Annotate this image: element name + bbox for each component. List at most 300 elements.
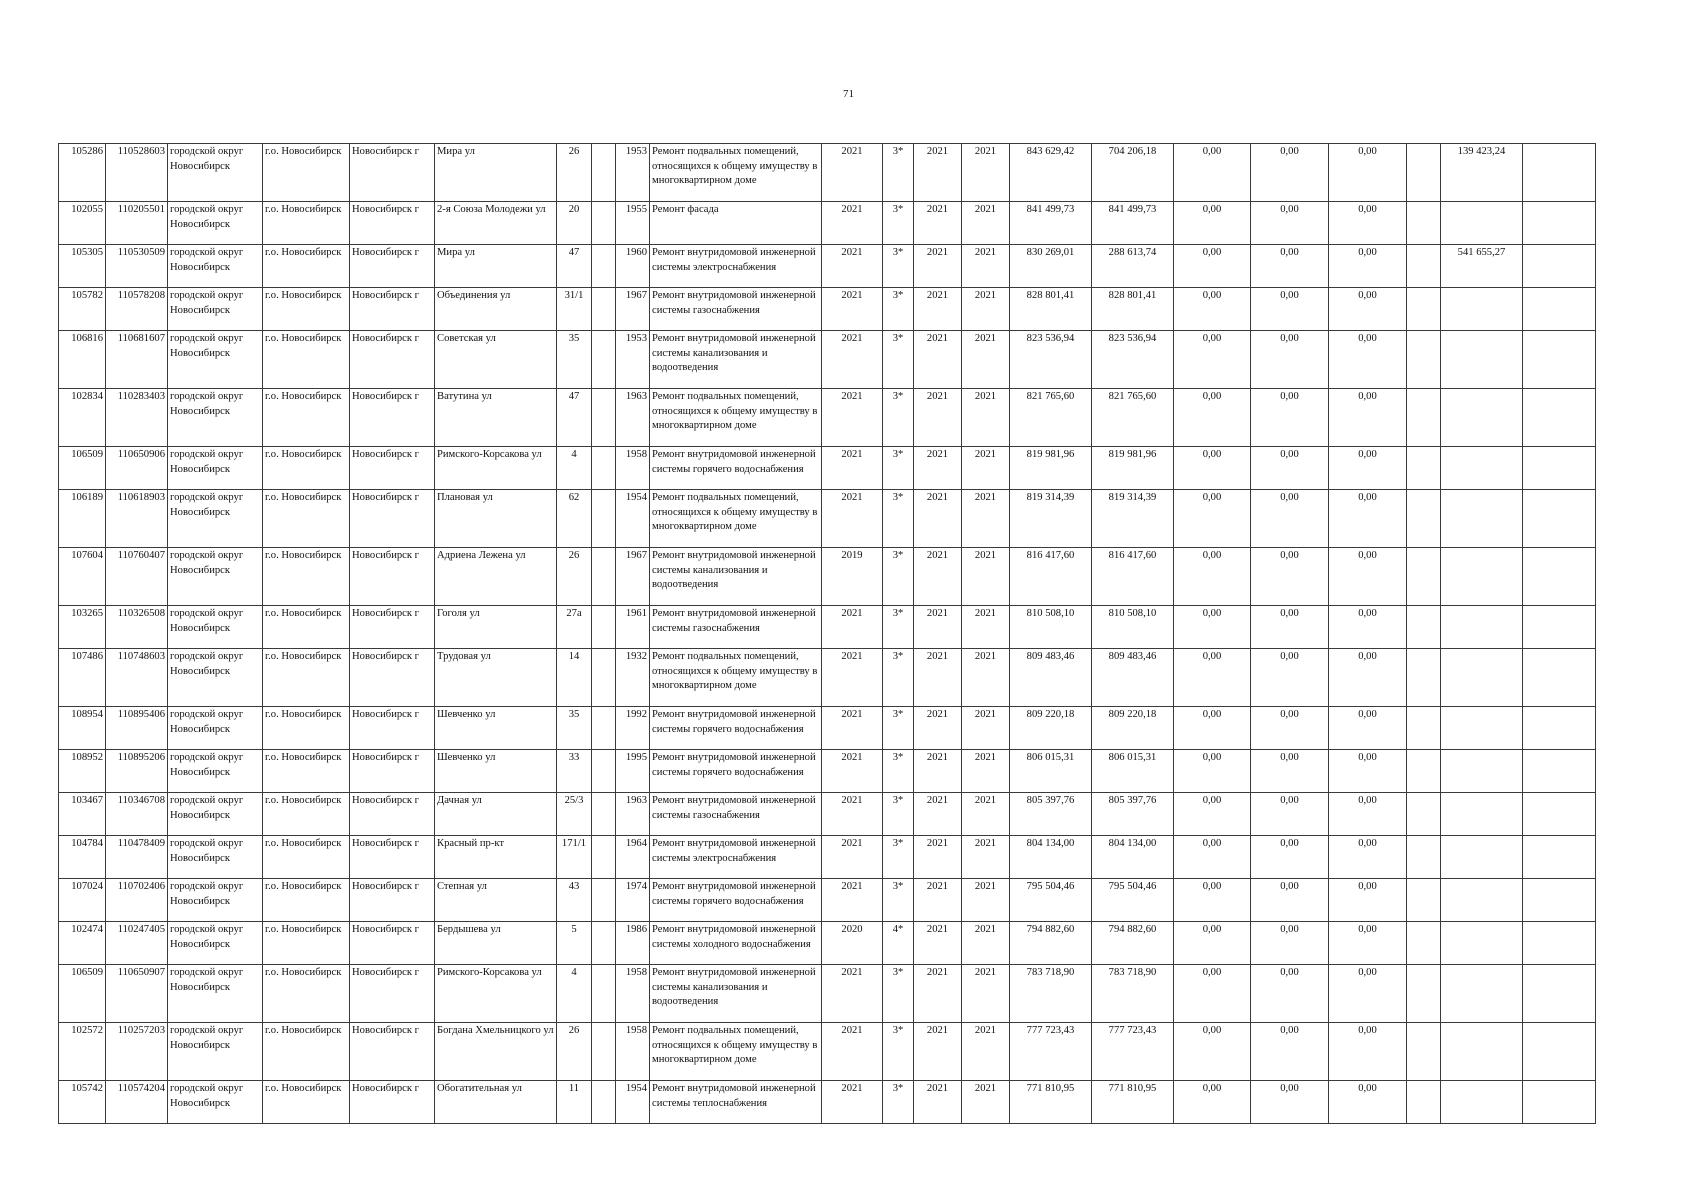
table-row (59, 288, 1596, 331)
cell-house-number: 31/1 (557, 288, 592, 331)
cell-municipal-district: городской округ Новосибирск (168, 144, 263, 202)
table-row (59, 389, 1596, 447)
cell-work-type: Ремонт внутридомовой инженерной системы электроснабжения (650, 245, 822, 288)
cell-municipal-district: городской округ Новосибирск (168, 288, 263, 331)
cell-year-built: 1960 (616, 245, 650, 288)
cell-year-start: 2021 (914, 606, 962, 649)
cell-year-start: 2021 (914, 389, 962, 447)
cell-total-cost: 804 134,00 (1010, 836, 1092, 879)
cell-fund-owners: 809 483,46 (1092, 649, 1174, 707)
cell-city: Новосибирск г (350, 288, 435, 331)
cell-fund-owners: 771 810,95 (1092, 1081, 1174, 1124)
cell-note (1523, 707, 1596, 750)
cell-city-district: г.о. Новосибирск (263, 649, 350, 707)
cell-note (1523, 202, 1596, 245)
cell-city: Новосибирск г (350, 649, 435, 707)
cell-fund-additional (1441, 548, 1523, 606)
cell-note (1523, 793, 1596, 836)
cell-category: 3* (883, 836, 914, 879)
cell-fund-local: 0,00 (1329, 707, 1407, 750)
cell-year-end: 2021 (962, 331, 1010, 389)
cell-year-end: 2021 (962, 707, 1010, 750)
cell-fund-federal: 0,00 (1174, 750, 1251, 793)
cell-year-start: 2021 (914, 202, 962, 245)
cell-fund-additional (1441, 836, 1523, 879)
cell-year-planned: 2019 (822, 548, 883, 606)
cell-fund-local: 0,00 (1329, 447, 1407, 490)
cell-house-number: 33 (557, 750, 592, 793)
cell-house-id: 106509 (59, 447, 106, 490)
cell-work-code: 110702406 (106, 879, 168, 922)
cell-municipal-district: городской округ Новосибирск (168, 750, 263, 793)
table-row (59, 836, 1596, 879)
cell-fund-owners: 783 718,90 (1092, 965, 1174, 1023)
cell-city-district: г.о. Новосибирск (263, 288, 350, 331)
cell-fund-regional: 0,00 (1251, 202, 1329, 245)
cell-year-end: 2021 (962, 1023, 1010, 1081)
cell-fund-owners: 819 981,96 (1092, 447, 1174, 490)
cell-city: Новосибирск г (350, 144, 435, 202)
cell-fund-other (1407, 879, 1441, 922)
cell-fund-regional: 0,00 (1251, 879, 1329, 922)
cell-year-end: 2021 (962, 606, 1010, 649)
cell-house-id: 106509 (59, 965, 106, 1023)
cell-fund-other (1407, 548, 1441, 606)
cell-building (592, 144, 616, 202)
cell-house-number: 171/1 (557, 836, 592, 879)
cell-city: Новосибирск г (350, 1081, 435, 1124)
cell-year-planned: 2020 (822, 922, 883, 965)
cell-fund-regional: 0,00 (1251, 548, 1329, 606)
cell-note (1523, 965, 1596, 1023)
cell-year-start: 2021 (914, 331, 962, 389)
cell-city-district: г.о. Новосибирск (263, 490, 350, 548)
cell-note (1523, 389, 1596, 447)
cell-municipal-district: городской округ Новосибирск (168, 1081, 263, 1124)
cell-fund-additional (1441, 288, 1523, 331)
cell-city: Новосибирск г (350, 750, 435, 793)
cell-fund-owners: 816 417,60 (1092, 548, 1174, 606)
cell-house-id: 108952 (59, 750, 106, 793)
cell-fund-additional (1441, 750, 1523, 793)
cell-fund-additional (1441, 389, 1523, 447)
cell-work-code: 110326508 (106, 606, 168, 649)
cell-fund-other (1407, 1023, 1441, 1081)
cell-fund-owners: 805 397,76 (1092, 793, 1174, 836)
cell-fund-other (1407, 649, 1441, 707)
cell-fund-additional (1441, 707, 1523, 750)
cell-work-code: 110205501 (106, 202, 168, 245)
cell-fund-regional: 0,00 (1251, 606, 1329, 649)
cell-building (592, 836, 616, 879)
cell-fund-additional: 139 423,24 (1441, 144, 1523, 202)
cell-street: Богдана Хмельницкого ул (435, 1023, 557, 1081)
cell-house-id: 106816 (59, 331, 106, 389)
cell-year-planned: 2021 (822, 389, 883, 447)
cell-house-id: 103265 (59, 606, 106, 649)
cell-year-start: 2021 (914, 447, 962, 490)
cell-fund-federal: 0,00 (1174, 331, 1251, 389)
table-row (59, 606, 1596, 649)
cell-fund-other (1407, 750, 1441, 793)
cell-work-code: 110528603 (106, 144, 168, 202)
cell-year-start: 2021 (914, 793, 962, 836)
cell-year-built: 1932 (616, 649, 650, 707)
table-row (59, 879, 1596, 922)
cell-work-type: Ремонт внутридомовой инженерной системы газоснабжения (650, 288, 822, 331)
cell-fund-federal: 0,00 (1174, 548, 1251, 606)
cell-house-number: 5 (557, 922, 592, 965)
cell-city-district: г.о. Новосибирск (263, 965, 350, 1023)
cell-work-type: Ремонт подвальных помещений, относящихся к общему имуществу в многоквартирном доме (650, 490, 822, 548)
cell-year-start: 2021 (914, 288, 962, 331)
cell-work-type: Ремонт внутридомовой инженерной системы горячего водоснабжения (650, 879, 822, 922)
cell-category: 3* (883, 331, 914, 389)
cell-city-district: г.о. Новосибирск (263, 707, 350, 750)
cell-house-id: 102572 (59, 1023, 106, 1081)
cell-fund-federal: 0,00 (1174, 1023, 1251, 1081)
cell-year-planned: 2021 (822, 245, 883, 288)
cell-city: Новосибирск г (350, 447, 435, 490)
cell-fund-additional (1441, 447, 1523, 490)
cell-building (592, 606, 616, 649)
cell-note (1523, 1023, 1596, 1081)
cell-note (1523, 548, 1596, 606)
cell-city: Новосибирск г (350, 202, 435, 245)
cell-year-end: 2021 (962, 288, 1010, 331)
cell-house-number: 11 (557, 1081, 592, 1124)
cell-work-type: Ремонт внутридомовой инженерной системы канализования и водоотведения (650, 331, 822, 389)
cell-total-cost: 783 718,90 (1010, 965, 1092, 1023)
cell-fund-additional (1441, 606, 1523, 649)
cell-house-id: 105305 (59, 245, 106, 288)
cell-work-code: 110283403 (106, 389, 168, 447)
cell-year-planned: 2021 (822, 447, 883, 490)
cell-fund-federal: 0,00 (1174, 1081, 1251, 1124)
cell-fund-local: 0,00 (1329, 922, 1407, 965)
cell-fund-owners: 794 882,60 (1092, 922, 1174, 965)
cell-municipal-district: городской округ Новосибирск (168, 707, 263, 750)
cell-year-built: 1961 (616, 606, 650, 649)
cell-city: Новосибирск г (350, 879, 435, 922)
cell-fund-regional: 0,00 (1251, 836, 1329, 879)
cell-fund-owners: 810 508,10 (1092, 606, 1174, 649)
cell-total-cost: 809 483,46 (1010, 649, 1092, 707)
cell-municipal-district: городской округ Новосибирск (168, 793, 263, 836)
cell-fund-additional (1441, 1081, 1523, 1124)
cell-fund-regional: 0,00 (1251, 490, 1329, 548)
cell-year-planned: 2021 (822, 1023, 883, 1081)
cell-house-id: 105782 (59, 288, 106, 331)
table-row (59, 793, 1596, 836)
cell-fund-other (1407, 793, 1441, 836)
cell-work-type: Ремонт внутридомовой инженерной системы электроснабжения (650, 836, 822, 879)
cell-year-planned: 2021 (822, 606, 883, 649)
table-row (59, 1081, 1596, 1124)
cell-year-built: 1986 (616, 922, 650, 965)
cell-fund-owners: 288 613,74 (1092, 245, 1174, 288)
cell-fund-federal: 0,00 (1174, 288, 1251, 331)
cell-fund-regional: 0,00 (1251, 245, 1329, 288)
cell-municipal-district: городской округ Новосибирск (168, 922, 263, 965)
cell-year-built: 1995 (616, 750, 650, 793)
cell-municipal-district: городской округ Новосибирск (168, 490, 263, 548)
cell-city-district: г.о. Новосибирск (263, 750, 350, 793)
cell-city-district: г.о. Новосибирск (263, 331, 350, 389)
cell-work-type: Ремонт внутридомовой инженерной системы горячего водоснабжения (650, 447, 822, 490)
table-body (59, 144, 1596, 1124)
cell-year-planned: 2021 (822, 331, 883, 389)
table-row (59, 447, 1596, 490)
cell-total-cost: 830 269,01 (1010, 245, 1092, 288)
cell-fund-owners: 821 765,60 (1092, 389, 1174, 447)
cell-fund-local: 0,00 (1329, 1023, 1407, 1081)
cell-year-built: 1954 (616, 1081, 650, 1124)
cell-fund-other (1407, 922, 1441, 965)
cell-note (1523, 879, 1596, 922)
cell-house-id: 102474 (59, 922, 106, 965)
cell-fund-additional (1441, 1023, 1523, 1081)
cell-house-id: 105286 (59, 144, 106, 202)
cell-year-built: 1954 (616, 490, 650, 548)
cell-year-planned: 2021 (822, 288, 883, 331)
cell-year-end: 2021 (962, 922, 1010, 965)
cell-house-number: 43 (557, 879, 592, 922)
cell-work-type: Ремонт подвальных помещений, относящихся к общему имуществу в многоквартирном доме (650, 649, 822, 707)
cell-fund-federal: 0,00 (1174, 144, 1251, 202)
cell-house-number: 4 (557, 965, 592, 1023)
cell-work-code: 110760407 (106, 548, 168, 606)
cell-city: Новосибирск г (350, 965, 435, 1023)
cell-fund-regional: 0,00 (1251, 1081, 1329, 1124)
cell-house-id: 107604 (59, 548, 106, 606)
cell-fund-additional: 541 655,27 (1441, 245, 1523, 288)
cell-note (1523, 606, 1596, 649)
cell-fund-local: 0,00 (1329, 836, 1407, 879)
cell-fund-regional: 0,00 (1251, 447, 1329, 490)
cell-city-district: г.о. Новосибирск (263, 793, 350, 836)
cell-note (1523, 1081, 1596, 1124)
cell-house-number: 26 (557, 548, 592, 606)
cell-year-end: 2021 (962, 879, 1010, 922)
cell-year-planned: 2021 (822, 144, 883, 202)
cell-city-district: г.о. Новосибирск (263, 836, 350, 879)
cell-fund-local: 0,00 (1329, 879, 1407, 922)
cell-fund-local: 0,00 (1329, 202, 1407, 245)
cell-work-code: 110650907 (106, 965, 168, 1023)
cell-building (592, 548, 616, 606)
cell-work-type: Ремонт подвальных помещений, относящихся к общему имуществу в многоквартирном доме (650, 1023, 822, 1081)
cell-fund-regional: 0,00 (1251, 389, 1329, 447)
cell-total-cost: 823 536,94 (1010, 331, 1092, 389)
cell-total-cost: 795 504,46 (1010, 879, 1092, 922)
cell-year-start: 2021 (914, 879, 962, 922)
cell-category: 3* (883, 389, 914, 447)
cell-fund-other (1407, 490, 1441, 548)
cell-municipal-district: городской округ Новосибирск (168, 965, 263, 1023)
cell-total-cost: 809 220,18 (1010, 707, 1092, 750)
table-row (59, 1023, 1596, 1081)
cell-fund-owners: 841 499,73 (1092, 202, 1174, 245)
cell-municipal-district: городской округ Новосибирск (168, 447, 263, 490)
cell-category: 3* (883, 548, 914, 606)
cell-building (592, 965, 616, 1023)
cell-note (1523, 649, 1596, 707)
cell-work-type: Ремонт фасада (650, 202, 822, 245)
cell-fund-local: 0,00 (1329, 649, 1407, 707)
cell-work-code: 110574204 (106, 1081, 168, 1124)
cell-fund-local: 0,00 (1329, 750, 1407, 793)
cell-year-planned: 2021 (822, 1081, 883, 1124)
cell-note (1523, 331, 1596, 389)
cell-category: 3* (883, 606, 914, 649)
cell-year-end: 2021 (962, 750, 1010, 793)
cell-fund-owners: 819 314,39 (1092, 490, 1174, 548)
cell-city-district: г.о. Новосибирск (263, 202, 350, 245)
cell-municipal-district: городской округ Новосибирск (168, 836, 263, 879)
cell-year-built: 1963 (616, 389, 650, 447)
cell-building (592, 750, 616, 793)
cell-work-type: Ремонт подвальных помещений, относящихся к общему имуществу в многоквартирном доме (650, 389, 822, 447)
cell-year-planned: 2021 (822, 750, 883, 793)
cell-fund-federal: 0,00 (1174, 965, 1251, 1023)
cell-fund-additional (1441, 879, 1523, 922)
cell-work-type: Ремонт внутридомовой инженерной системы горячего водоснабжения (650, 750, 822, 793)
cell-street: Гоголя ул (435, 606, 557, 649)
cell-municipal-district: городской округ Новосибирск (168, 202, 263, 245)
cell-year-start: 2021 (914, 144, 962, 202)
cell-fund-owners: 823 536,94 (1092, 331, 1174, 389)
cell-year-built: 1964 (616, 836, 650, 879)
cell-fund-federal: 0,00 (1174, 245, 1251, 288)
cell-house-number: 4 (557, 447, 592, 490)
cell-year-end: 2021 (962, 836, 1010, 879)
cell-fund-local: 0,00 (1329, 331, 1407, 389)
cell-city: Новосибирск г (350, 490, 435, 548)
cell-note (1523, 447, 1596, 490)
cell-category: 3* (883, 1023, 914, 1081)
table-row (59, 490, 1596, 548)
cell-year-built: 1958 (616, 965, 650, 1023)
cell-category: 3* (883, 447, 914, 490)
cell-year-end: 2021 (962, 490, 1010, 548)
cell-municipal-district: городской округ Новосибирск (168, 879, 263, 922)
cell-work-code: 110257203 (106, 1023, 168, 1081)
cell-year-start: 2021 (914, 490, 962, 548)
cell-year-built: 1963 (616, 793, 650, 836)
cell-fund-additional (1441, 649, 1523, 707)
cell-year-planned: 2021 (822, 649, 883, 707)
cell-city: Новосибирск г (350, 1023, 435, 1081)
cell-category: 3* (883, 245, 914, 288)
cell-work-code: 110895206 (106, 750, 168, 793)
cell-year-start: 2021 (914, 836, 962, 879)
cell-work-type: Ремонт внутридомовой инженерной системы канализования и водоотведения (650, 965, 822, 1023)
cell-house-id: 106189 (59, 490, 106, 548)
cell-category: 4* (883, 922, 914, 965)
cell-work-code: 110578208 (106, 288, 168, 331)
cell-street: Ватутина ул (435, 389, 557, 447)
cell-work-code: 110346708 (106, 793, 168, 836)
cell-house-number: 47 (557, 245, 592, 288)
cell-house-number: 25/3 (557, 793, 592, 836)
cell-street: Мира ул (435, 144, 557, 202)
cell-fund-regional: 0,00 (1251, 965, 1329, 1023)
cell-fund-owners: 828 801,41 (1092, 288, 1174, 331)
cell-year-end: 2021 (962, 793, 1010, 836)
cell-year-end: 2021 (962, 965, 1010, 1023)
cell-city: Новосибирск г (350, 331, 435, 389)
cell-fund-additional (1441, 202, 1523, 245)
cell-fund-local: 0,00 (1329, 245, 1407, 288)
cell-category: 3* (883, 490, 914, 548)
cell-work-code: 110478409 (106, 836, 168, 879)
cell-category: 3* (883, 879, 914, 922)
cell-year-planned: 2021 (822, 793, 883, 836)
cell-city-district: г.о. Новосибирск (263, 879, 350, 922)
cell-total-cost: 841 499,73 (1010, 202, 1092, 245)
cell-house-number: 26 (557, 1023, 592, 1081)
cell-note (1523, 836, 1596, 879)
cell-fund-regional: 0,00 (1251, 922, 1329, 965)
cell-year-built: 1974 (616, 879, 650, 922)
cell-year-end: 2021 (962, 1081, 1010, 1124)
cell-house-id: 102055 (59, 202, 106, 245)
cell-year-built: 1955 (616, 202, 650, 245)
cell-note (1523, 750, 1596, 793)
cell-municipal-district: городской округ Новосибирск (168, 331, 263, 389)
cell-fund-local: 0,00 (1329, 606, 1407, 649)
cell-total-cost: 771 810,95 (1010, 1081, 1092, 1124)
cell-city-district: г.о. Новосибирск (263, 447, 350, 490)
cell-year-start: 2021 (914, 1081, 962, 1124)
cell-city-district: г.о. Новосибирск (263, 1023, 350, 1081)
cell-municipal-district: городской округ Новосибирск (168, 548, 263, 606)
cell-total-cost: 810 508,10 (1010, 606, 1092, 649)
cell-city-district: г.о. Новосибирск (263, 606, 350, 649)
table-row (59, 922, 1596, 965)
cell-total-cost: 828 801,41 (1010, 288, 1092, 331)
cell-total-cost: 821 765,60 (1010, 389, 1092, 447)
cell-street: Римского-Корсакова ул (435, 965, 557, 1023)
cell-year-start: 2021 (914, 707, 962, 750)
cell-year-end: 2021 (962, 447, 1010, 490)
cell-house-id: 107486 (59, 649, 106, 707)
cell-building (592, 1023, 616, 1081)
cell-fund-regional: 0,00 (1251, 793, 1329, 836)
cell-house-number: 62 (557, 490, 592, 548)
cell-house-number: 20 (557, 202, 592, 245)
cell-total-cost: 819 981,96 (1010, 447, 1092, 490)
cell-fund-owners: 777 723,43 (1092, 1023, 1174, 1081)
cell-fund-other (1407, 389, 1441, 447)
cell-city-district: г.о. Новосибирск (263, 144, 350, 202)
cell-street: Бердышева ул (435, 922, 557, 965)
capital-repair-table (58, 143, 1596, 1124)
cell-work-code: 110895406 (106, 707, 168, 750)
cell-category: 3* (883, 793, 914, 836)
cell-fund-federal: 0,00 (1174, 447, 1251, 490)
cell-fund-other (1407, 202, 1441, 245)
cell-work-code: 110618903 (106, 490, 168, 548)
cell-street: Объединения ул (435, 288, 557, 331)
table-row (59, 144, 1596, 202)
cell-note (1523, 490, 1596, 548)
cell-municipal-district: городской округ Новосибирск (168, 1023, 263, 1081)
cell-fund-additional (1441, 793, 1523, 836)
cell-fund-other (1407, 965, 1441, 1023)
cell-category: 3* (883, 649, 914, 707)
